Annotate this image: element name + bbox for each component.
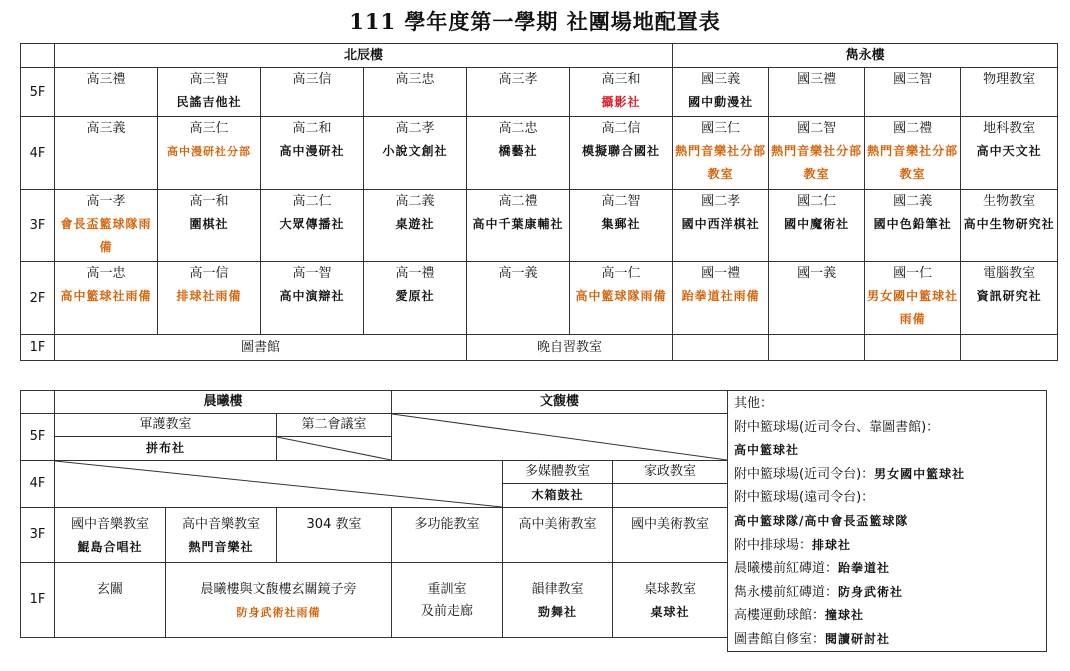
room-cell: 多媒體教室 [503,461,613,484]
building-header-beichen: 北辰樓 [55,44,673,68]
room-cell [364,262,467,335]
room-label: 及前走廊 [421,604,474,619]
evening-study-cell: 晚自習教室 [467,335,673,361]
club-label: 高中演辯社 [279,289,345,303]
room-cell [55,508,166,563]
room-label: 高一義 [498,266,538,281]
room-cell [364,190,467,262]
other-line [734,628,1040,652]
room-cell [769,190,865,262]
room-label: 高二智 [601,194,641,209]
room-label: 國一仁 [893,266,933,281]
room-cell [261,117,364,190]
other-line [734,557,1040,581]
venue-label: 附中籃球場(遠司令台)： [734,490,875,506]
room-cell [961,262,1058,335]
room-cell [467,117,570,190]
room-cell [55,262,158,335]
room-cell: 軍護教室 [55,414,277,437]
club-cell [503,484,613,508]
floor-label: 3F [21,190,55,262]
club-label: 熱門音樂社分部教室 [867,144,959,181]
room-label: 304 教室 [306,517,362,532]
club-label: 男女國中籃球社 [874,466,966,481]
room-label: 國二智 [797,121,837,136]
room-label: 高一和 [189,194,229,209]
club-label: 鯤島合唱社 [77,540,143,554]
room-label: 高三仁 [189,121,229,136]
room-cell [158,117,261,190]
venue-label: 附中排球場： [734,537,813,553]
room-cell [865,262,961,335]
room-label: 生物教室 [983,194,1036,209]
floor-label: 3F [21,508,55,563]
room-cell [467,190,570,262]
room-cell [55,68,158,117]
library-cell: 圖書館 [55,335,467,361]
floor-label: 5F [21,414,55,461]
room-label: 國三禮 [797,72,837,87]
club-label: 高中漫研社 [279,144,345,158]
building-header-junyong: 雋永樓 [673,44,1058,68]
room-cell [961,117,1058,190]
room-label: 高一智 [292,266,332,281]
room-cell [613,563,728,638]
club-label: 熱門音樂社分部教室 [771,144,863,181]
club-label: 集郵社 [601,217,641,231]
room-label: 高三智 [189,72,229,87]
room-cell [673,68,769,117]
room-cell [166,563,392,638]
room-label: 國一禮 [701,266,741,281]
venue-label: 晨曦樓前紅磚道： [734,561,839,577]
room-label: 國中音樂教室 [70,517,149,532]
room-cell [673,190,769,262]
club-label: 熱門音樂社 [188,540,254,554]
club-label: 愛原社 [395,289,435,303]
room-label: 高一仁 [601,266,641,281]
empty-diagonal-cell [392,414,728,461]
club-label: 資訊研究社 [976,289,1042,303]
diagonal-line [55,461,502,507]
room-cell [55,190,158,262]
room-cell [261,262,364,335]
club-label: 排球社雨備 [176,289,242,303]
room-label: 高二忠 [498,121,538,136]
building-header-chenxi: 晨曦樓 [55,391,392,414]
room-label: 物理教室 [983,72,1036,87]
club-label: 橋藝社 [498,144,538,158]
room-label: 國二孝 [701,194,741,209]
other-line [734,416,1040,440]
room-label: 高三和 [601,72,641,87]
room-cell [570,190,673,262]
corner-cell [21,391,55,414]
club-label: 防身武術社雨備 [236,606,321,619]
room-cell [55,117,158,190]
room-label: 高一忠 [86,266,126,281]
room-label: 晨曦樓與文馥樓玄關鏡子旁 [200,582,357,597]
room-cell [364,117,467,190]
room-label: 高二禮 [498,194,538,209]
club-label: 高中千葉康輔社 [472,217,564,231]
club-label: 閱讀研討社 [825,631,891,646]
other-line [734,604,1040,628]
diagonal-line [277,437,391,460]
room-cell [769,117,865,190]
club-label: 跆拳道社 [838,561,891,576]
room-cell [467,262,570,335]
venue-label: 高樓運動球館： [734,608,826,624]
room-label: 高二仁 [292,194,332,209]
club-label: 高中漫研社分部 [167,145,251,158]
club-label: 國中色鉛筆社 [873,217,952,231]
floor-label: 4F [21,117,55,190]
room-cell [166,508,277,563]
room-cell [261,190,364,262]
room-label: 高三孝 [498,72,538,87]
room-label: 高三忠 [395,72,435,87]
club-label: 高中籃球隊/高中會長盃籃球隊 [734,513,909,528]
building-header-wenfu: 文馥樓 [392,391,728,414]
room-label: 地科教室 [983,121,1036,136]
room-cell [570,68,673,117]
club-label: 拼布社 [145,441,185,455]
club-label: 桌球社 [650,605,690,619]
floor-label: 5F [21,68,55,117]
bottom-schedule-table [20,390,728,638]
room-cell [158,262,261,335]
room-label: 高三禮 [86,72,126,87]
room-cell [769,68,865,117]
corner-cell [21,44,55,68]
top-schedule-table [20,43,1058,361]
floor-label: 1F [21,335,55,361]
club-label: 男女國中籃球社雨備 [867,289,959,326]
other-venues-box [727,390,1047,652]
room-label: 高一孝 [86,194,126,209]
room-cell [55,563,166,638]
club-label: 高中籃球隊雨備 [575,289,667,303]
club-label: 勁舞社 [538,605,578,619]
other-line [734,581,1040,605]
floor-label: 1F [21,563,55,638]
room-cell [503,563,613,638]
room-label: 韻律教室 [531,582,584,597]
room-label: 高二孝 [395,121,435,136]
club-label: 國中西洋棋社 [681,217,760,231]
club-label: 國中魔術社 [784,217,850,231]
club-label: 會長盃籃球隊雨備 [60,217,152,254]
club-label: 攝影社 [601,95,641,109]
club-label: 排球社 [812,537,852,552]
room-label: 國二義 [893,194,933,209]
room-cell [392,508,503,563]
room-label: 電腦教室 [983,266,1036,281]
club-label: 高中天文社 [976,144,1042,158]
venue-label: 圖書館自修室： [734,631,826,647]
empty-diagonal-cell [277,437,392,461]
other-heading: 其他： [734,396,774,411]
diagonal-line [392,414,727,460]
room-cell [961,68,1058,117]
room-cell [865,68,961,117]
room-label: 高一禮 [395,266,435,281]
room-cell [277,508,392,563]
room-label: 重訓室 [427,582,467,597]
room-label: 高二義 [395,194,435,209]
empty-diagonal-cell [55,461,503,508]
room-cell [673,117,769,190]
room-label: 高中美術教室 [518,517,597,532]
room-label: 高二和 [292,121,332,136]
room-label: 國中美術教室 [631,517,710,532]
room-cell [673,262,769,335]
club-label: 熱門音樂社分部教室 [675,144,767,181]
room-cell [865,190,961,262]
room-label: 高二信 [601,121,641,136]
other-line [734,510,1040,534]
room-cell [865,117,961,190]
room-label: 高中音樂教室 [181,517,260,532]
club-label: 大眾傳播社 [279,217,345,231]
club-label: 小說文創社 [382,144,448,158]
room-cell: 第二會議室 [277,414,392,437]
room-label: 高三義 [86,121,126,136]
club-label: 桌遊社 [395,217,435,231]
room-cell [570,117,673,190]
club-label: 高中生物研究社 [963,217,1055,231]
club-label: 國中動漫社 [688,95,754,109]
room-label: 國三仁 [701,121,741,136]
room-label: 國三智 [893,72,933,87]
floor-label: 4F [21,461,55,508]
room-cell [769,262,865,335]
club-cell [55,437,277,461]
empty-cell [613,484,728,508]
empty-cell [865,335,961,361]
club-label: 跆拳道社雨備 [681,289,760,303]
room-cell [467,68,570,117]
room-cell [613,508,728,563]
room-cell [158,68,261,117]
room-label: 國一義 [797,266,837,281]
room-cell [261,68,364,117]
club-label: 高中籃球社 [734,443,800,458]
room-label: 國二仁 [797,194,837,209]
club-label: 木箱鼓社 [531,488,584,502]
room-cell [961,190,1058,262]
room-label: 多功能教室 [414,517,480,532]
other-line [734,486,1040,510]
page-title: 111 學年度第一學期 社團場地配置表 [349,9,721,34]
other-line [734,534,1040,558]
club-label: 撞球社 [825,608,865,623]
room-label: 玄關 [96,582,123,597]
club-label: 高中籃球社雨備 [60,289,152,303]
room-label: 國三義 [701,72,741,87]
room-cell [503,508,613,563]
empty-cell [769,335,865,361]
room-label: 高一信 [189,266,229,281]
venue-label: 雋永樓前紅磚道： [734,584,839,600]
venue-label: 附中籃球場(近司令台)： [734,466,875,482]
floor-label: 2F [21,262,55,335]
other-line [734,463,1040,487]
venue-label: 附中籃球場(近司令台、靠圖書館)： [734,419,940,435]
room-label: 高三信 [292,72,332,87]
club-label: 民謠吉他社 [176,95,242,109]
room-cell [570,262,673,335]
empty-cell [961,335,1058,361]
room-label: 桌球教室 [644,582,697,597]
club-label: 防身武術社 [838,584,904,599]
empty-cell [673,335,769,361]
club-label: 圍棋社 [189,217,229,231]
room-cell [392,563,503,638]
club-label: 模擬聯合國社 [582,144,661,158]
room-label: 國二禮 [893,121,933,136]
room-cell: 家政教室 [613,461,728,484]
room-cell [364,68,467,117]
room-cell [158,190,261,262]
other-line [734,439,1040,463]
